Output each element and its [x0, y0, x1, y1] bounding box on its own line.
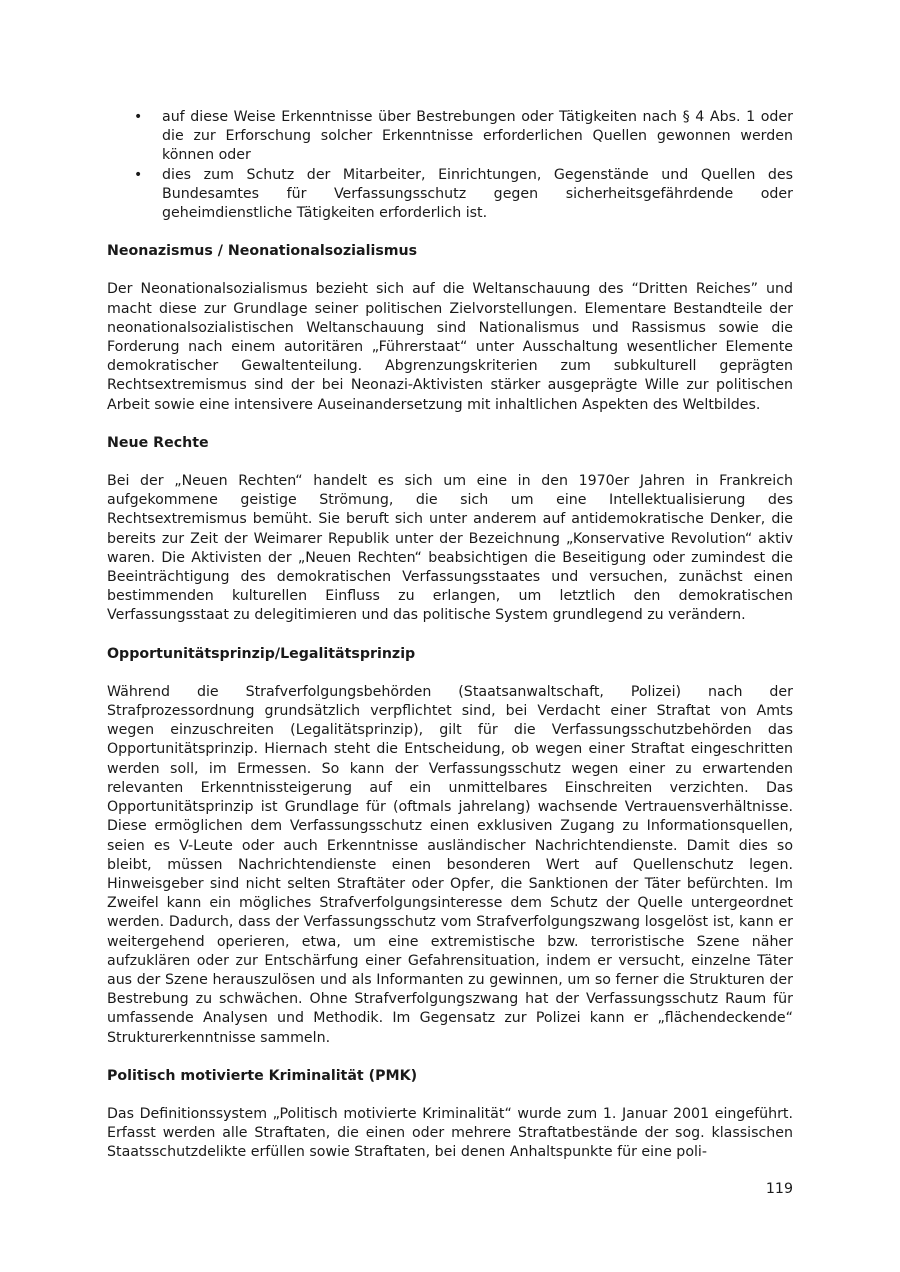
- section-title: Politisch motivierte Kriminalität (PMK): [107, 1067, 418, 1084]
- list-item: [107, 108, 793, 166]
- document-page: [107, 108, 793, 1163]
- section-body: Während die Strafverfolgungsbehörden (Staatsanwaltschaft, Polizei) nach der Strafprozessordnung grundsätzlich verpflichtet sind, bei Verdacht einer Straftat von Amts wegen einzuschreiten (Legalitätsprinzip), gilt für die Verfassungsschutzbehörden das Opportunitätsprinzip. Hiernach steht die Entscheidung, ob wegen einer Straftat eingeschritten werden soll, im Ermessen. So kann der Verfassungsschutz wegen einer zu erwartenden relevanten Erkenntnissteigerung auf ein unmittelbares Einschreiten verzichten. Das Opportunitätsprinzip ist Grundlage für (oftmals jahrelang) wachsende Vertrauensverhältnisse. Diese ermöglichen dem Verfassungsschutz einen exklusiven Zugang zu Informationsquellen, seien es V-Leute oder auch Erkenntnisse ausländischer Nachrichtendienste. Damit dies so bleibt, müssen Nachrichtendienste einen besonderen Wert auf Quellenschutz legen. Hinweisgeber sind nicht selten Straftäter oder Opfer, die Sanktionen der Täter befürchten. Im Zweifel kann ein mögliches Strafverfolgungsinteresse dem Schutz der Quelle untergeordnet werden. Dadurch, dass der Verfassungsschutz vom Strafverfolgungszwang losgelöst ist, kann er weitergehend operieren, etwa, um eine extremistische bzw. terroristische Szene näher aufzuklären oder zur Entschärfung einer Gefahrensituation, indem er versucht, einzelne Täter aus der Szene herauszulösen und als Informanten zu gewinnen, um so ferner die Strukturen der Bestrebung zu schwächen. Ohne Strafverfolgungszwang hat der Verfassungsschutz Raum für umfassende Analysen und Methodik. Im Gegensatz zur Polizei kann er „flächendeckende“ Strukturerkenntnisse sammeln.: [107, 683, 793, 1046]
- section-neonazismus: [107, 242, 793, 415]
- section-title: Neue Rechte: [107, 434, 209, 451]
- section-neue-rechte: [107, 434, 793, 626]
- section-body: Bei der „Neuen Rechten“ handelt es sich um eine in den 1970er Jahren in Frankreich aufgekommene geistige Strömung, die sich um eine Intellektualisierung des Rechtsextremismus bemüht. Sie beruft sich unter anderem auf antidemokratische Denker, die bereits zur Zeit der Weimarer Republik unter der Bezeichnung „Konservative Revolution“ aktiv waren. Die Aktivisten der „Neuen Rechten“ beabsichtigen die Beseitigung oder zumindest die Beeinträchtigung des demokratischen Verfassungsstaates und versuchen, zunächst einen bestimmenden kulturellen Einfluss zu erlangen, um letztlich den demokratischen Verfassungsstaat zu delegitimieren und das politische System grundlegend zu verändern.: [107, 473, 793, 624]
- section-body: Das Definitionssystem „Politisch motivierte Kriminalität“ wurde zum 1. Januar 2001 eingeführt. Erfasst werden alle Straftaten, die einen oder mehrere Straftatbestände der sog. klassischen Staatsschutzdelikte erfüllen sowie Straftaten, bei denen Anhaltspunkte für eine poli-: [107, 1105, 793, 1161]
- section-opportunitaetsprinzip: [107, 645, 793, 1048]
- page-number: 119: [765, 1181, 793, 1197]
- section-pmk: [107, 1067, 793, 1163]
- list-item: [107, 166, 793, 224]
- bullet-text: auf diese Weise Erkenntnisse über Bestrebungen oder Tätigkeiten nach § 4 Abs. 1 oder die zur Erforschung solcher Erkenntnisse erforderlichen Quellen gewonnen werden können oder: [162, 109, 793, 164]
- bullet-list: [107, 108, 793, 223]
- bullet-text: dies zum Schutz der Mitarbeiter, Einrichtungen, Gegenstände und Quellen des Bundesamtes für Verfassungsschutz gegen sicherheitsgefährdende oder geheimdienstliche Tätigkeiten erforderlich ist.: [162, 166, 793, 222]
- section-body: Der Neonationalsozialismus bezieht sich auf die Weltanschauung des “Dritten Reiches” und macht diese zur Grundlage seiner politischen Zielvorstellungen. Elementare Bestandteile der neonationalsozialistischen Weltanschauung sind Nationalismus und Rassismus sowie die Forderung nach einem autoritären „Führerstaat“ unter Ausschaltung wesentlicher Elemente demokratischer Gewaltenteilung. Abgrenzungskriterien zum subkulturell geprägten Rechtsextremismus sind der bei Neonazi-Aktivisten stärker ausgeprägte Wille zur politischen Arbeit sowie eine intensivere Auseinandersetzung mit inhaltlichen Aspekten des Weltbildes.: [107, 281, 793, 413]
- bullet-icon: •: [134, 109, 143, 125]
- section-title: Opportunitätsprinzip/Legalitätsprinzip: [107, 645, 416, 662]
- bullet-icon: •: [134, 166, 143, 183]
- section-title: Neonazismus / Neonationalsozialismus: [107, 243, 418, 260]
